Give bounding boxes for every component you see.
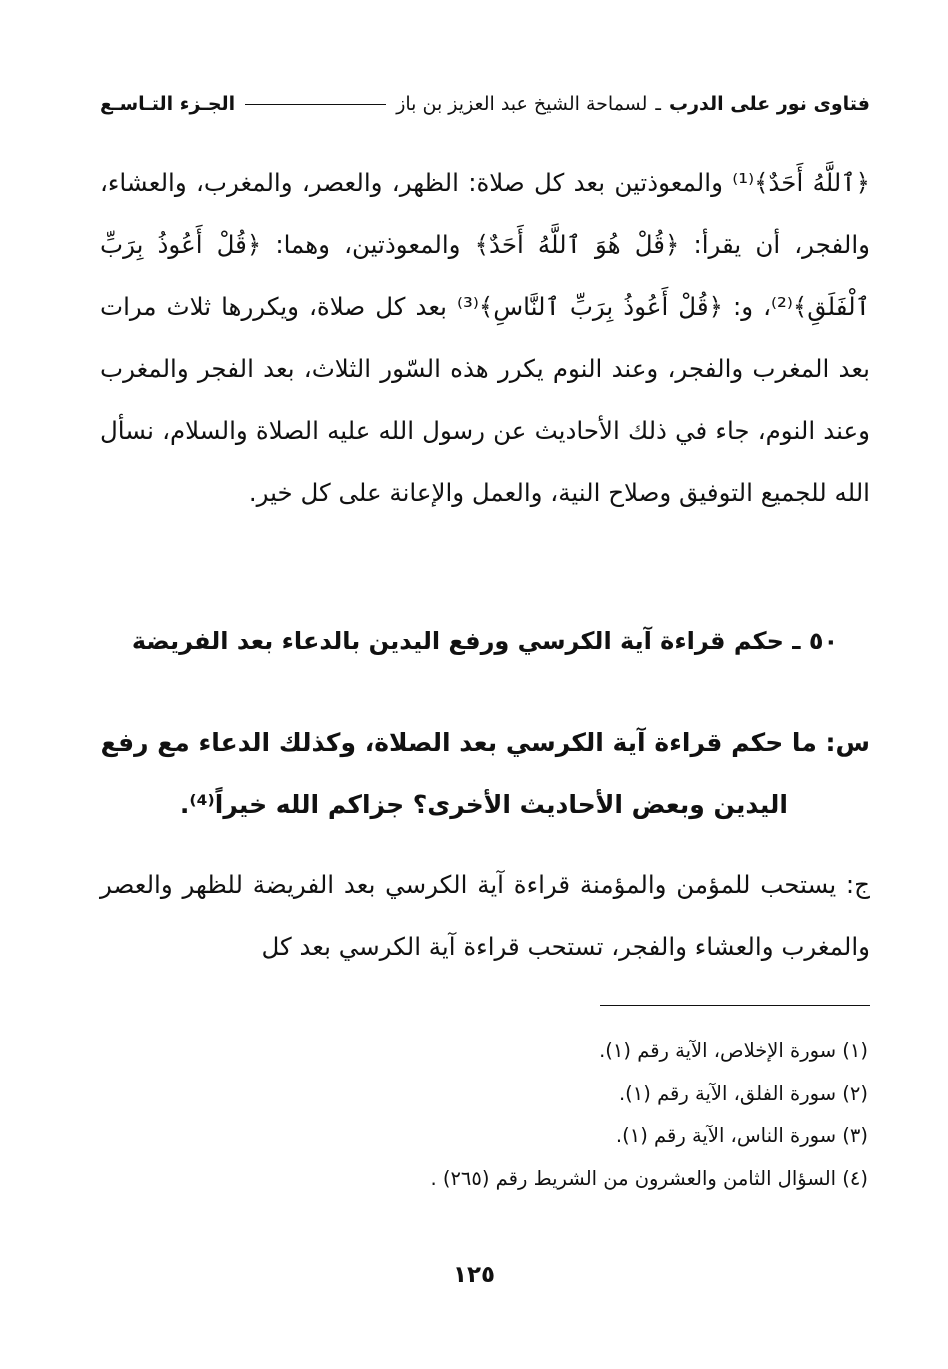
header-rule — [245, 104, 386, 105]
page-number: ١٢٥ — [452, 1262, 496, 1288]
footnote: (٣) سورة الناس، الآية رقم (١). — [615, 1124, 868, 1147]
footnote-divider — [600, 1005, 870, 1006]
question-paragraph — [100, 712, 870, 836]
book-title: فتاوى نور على الدرب — [669, 93, 870, 115]
footnote: (٢) سورة الفلق، الآية رقم (١). — [618, 1081, 868, 1105]
section-heading: ٥٠ ـ حكم قراءة آية الكرسي ورفع اليدين بالدعاء بعد الفريضة — [131, 627, 839, 655]
author-name: لسماحة الشيخ عبد العزيز بن باز — [396, 93, 648, 115]
header-separator: ـ — [655, 93, 661, 115]
body-paragraph: ﴿ٱللَّهُ أَحَدٌ﴾⁽¹⁾ والمعوذتين بعد كل صلاة: الظهر، والعصر، والمغرب، والعشاء، والفجر، أن يقرأ: ﴿قُلْ هُوَ ٱللَّهُ أَحَدٌ﴾ والمعوذتين، وهما: ﴿قُلْ أَعُوذُ بِرَبِّ ٱلْفَلَقِ﴾⁽²⁾، و: ﴿قُلْ أَعُوذُ بِرَبِّ ٱلنَّاسِ﴾⁽³⁾ بعد كل صلاة، ويكررها ثلاث مرات بعد المغرب والفجر، وعند النوم يكرر هذه السّور الثلاث، بعد الفجر والمغرب وعند النوم، جاء في ذلك الأحاديث عن رسول الله عليه الصلاة والسلام، نسأل الله للجميع التوفيق وصلاح النية، والعمل والإعانة على كل خير. — [100, 168, 870, 507]
running-header — [100, 93, 870, 115]
answer-paragraph: ج: يستحب للمؤمن والمؤمنة قراءة آية الكرسي بعد الفريضة للظهر والعصر والمغرب والعشاء والفجر، تستحب قراءة آية الكرسي بعد كل — [100, 870, 870, 961]
footnotes-list — [100, 1030, 868, 1200]
volume-label: الجـزء التـاسـع — [100, 93, 236, 115]
question-line-2: اليدين وبعض الأحاديث الأخرى؟ جزاكم الله خيراً⁽⁴⁾. — [179, 790, 788, 819]
question-line-1: س: ما حكم قراءة آية الكرسي بعد الصلاة، وكذلك الدعاء مع رفع — [100, 728, 870, 757]
footnote: (٤) السؤال الثامن والعشرون من الشريط رقم (٢٦٥) . — [430, 1166, 868, 1190]
footnote: (١) سورة الإخلاص، الآية رقم (١). — [599, 1039, 868, 1062]
